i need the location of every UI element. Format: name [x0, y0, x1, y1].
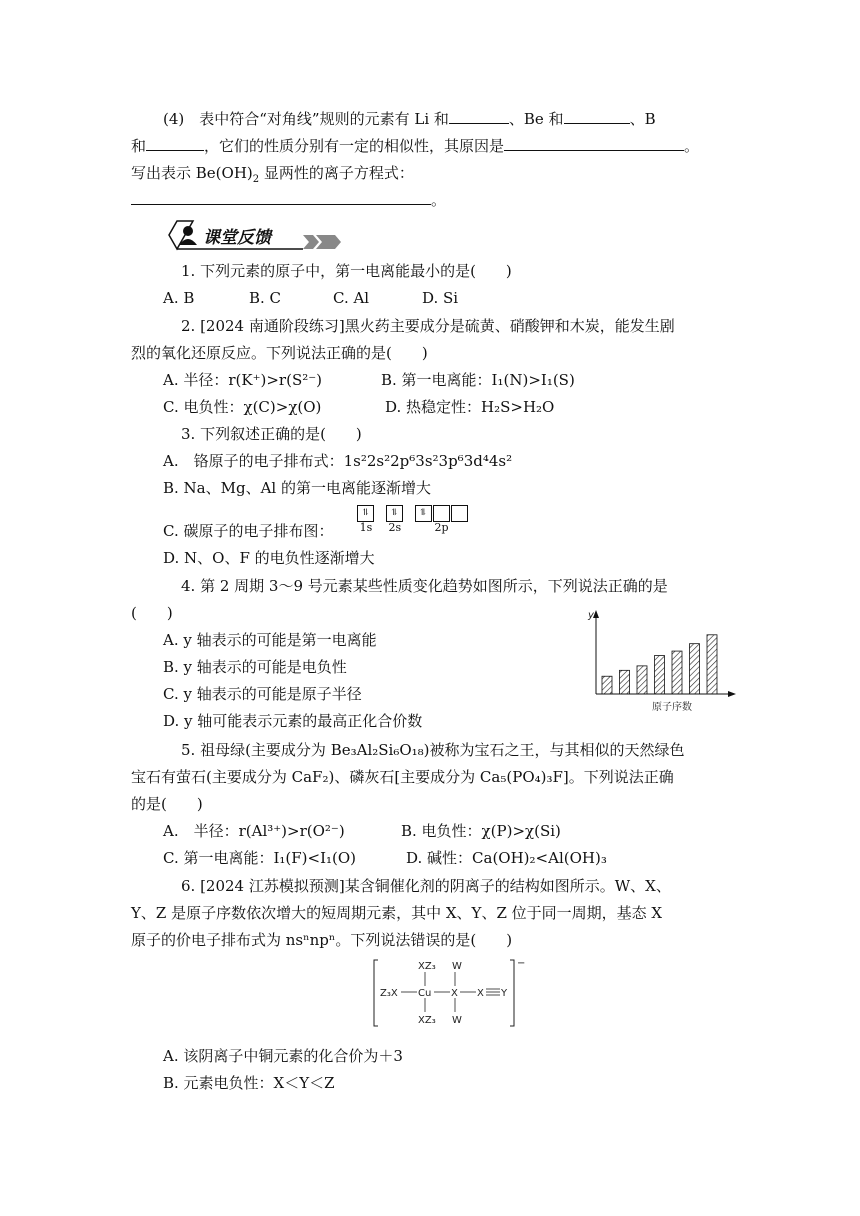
z3x-group: Z₃X: [380, 988, 398, 999]
user-icon-head: [183, 226, 193, 236]
q4-line-2: [131, 136, 699, 156]
banner-title: 课堂反馈: [203, 228, 271, 248]
orbital-label-1s: 1s: [359, 520, 373, 534]
q3-option-d[interactable]: D. N、O、F 的电负性逐渐增大: [163, 549, 375, 567]
orbital-2p: [415, 503, 469, 534]
q4-blank-2[interactable]: [564, 109, 630, 124]
q5-option-c[interactable]: C. 第一电离能：I₁(F)<I₁(O): [163, 849, 357, 867]
orbital-box-2p-3: [451, 505, 468, 522]
q5-stem-1: 5. 祖母绿(主要成分为 Be₃Al₂Si₆O₁₈)被称为宝石之王，与其相似的天然绿色: [181, 741, 685, 759]
q4b-option-c[interactable]: C. y 轴表示的可能是原子半径: [163, 685, 362, 703]
q5-option-d[interactable]: D. 碱性：Ca(OH)₂<Al(OH)₃: [406, 849, 607, 867]
trend-chart: [582, 608, 742, 718]
y-axis-label: y: [588, 610, 594, 621]
banner-chevron-1: [303, 235, 319, 249]
bar-3: [602, 676, 612, 694]
q6-stem-2: Y、Z 是原子序数依次增大的短周期元素，其中 X、Y、Z 位于同一周期，基态 X: [131, 904, 663, 922]
q5-option-b[interactable]: B. 电负性：χ(P)>χ(Si): [401, 822, 561, 840]
q4-blank-1[interactable]: [449, 109, 509, 124]
q4b-stem-1: 4. 第 2 周期 3～9 号元素某些性质变化趋势如图所示，下列说法正确的是: [181, 577, 668, 595]
chromium-configuration: 1s²2s²2p⁶3s²3p⁶3d⁴4s²: [343, 452, 513, 470]
q2-option-a[interactable]: A. 半径：r(K⁺)>r(S²⁻): [163, 371, 323, 389]
q1-stem: 1. 下列元素的原子中，第一电离能最小的是( ): [181, 262, 512, 280]
q6-option-b[interactable]: B. 元素电负性：X＜Y＜Z: [163, 1074, 335, 1092]
top-xz3: XZ₃: [418, 961, 436, 972]
q4-text-g: 写出表示 Be(OH): [131, 164, 253, 182]
section-banner: [163, 218, 343, 252]
q4-line-3: [131, 163, 414, 183]
q6-stem-1: 6. [2024 江苏模拟预测]某含铜催化剂的阴离子的结构如图所示。W、X、: [181, 877, 671, 895]
q4b-option-d[interactable]: D. y 轴可能表示元素的最高正化合价数: [163, 712, 423, 730]
q4-text-e: ，它们的性质分别有一定的相似性，其原因是: [204, 137, 505, 155]
left-bracket: [374, 960, 378, 1026]
orbital-box-2p-1: ⥮: [415, 505, 432, 522]
orbital-label-2s: 2s: [388, 520, 402, 534]
q5-option-a[interactable]: A. 半径：r(Al³⁺)>r(O²⁻): [163, 822, 345, 840]
q4-line-4: [131, 190, 446, 210]
q4-blank-4[interactable]: [504, 136, 684, 151]
q2-stem-1: 2. [2024 南通阶段练习]黑火药主要成分是硫黄、硝酸钾和木炭，能发生剧: [181, 317, 675, 335]
anion-structure: [370, 956, 530, 1030]
q4b-option-a[interactable]: A. y 轴表示的可能是第一电离能: [163, 631, 377, 649]
copper-atom: Cu: [418, 988, 432, 999]
chart-bars: [602, 635, 717, 694]
orbital-2s: [386, 503, 404, 534]
q4-text-i: 。: [431, 191, 447, 209]
orbital-1s: [357, 503, 375, 534]
x-atom-2: X: [477, 988, 484, 999]
bottom-w: W: [452, 1015, 462, 1026]
q3-option-a[interactable]: [163, 451, 512, 471]
q6-option-a[interactable]: A. 该阴离子中铜元素的化合价为＋3: [163, 1047, 403, 1065]
bar-8: [690, 644, 700, 694]
bar-7: [672, 651, 682, 694]
x-atom-1: X: [451, 988, 458, 999]
q1-option-c[interactable]: C. Al: [333, 289, 370, 307]
orbital-box-2s: ⥮: [386, 505, 403, 522]
bar-5: [637, 666, 647, 694]
q4-text-h: 显两性的离子方程式：: [259, 164, 414, 182]
q4-text-a: (4) 表中符合“对角线”规则的元素有 Li 和: [163, 110, 449, 128]
right-bracket: [510, 960, 514, 1026]
q4-sub: 2: [252, 174, 260, 185]
charge-sign: −: [517, 958, 526, 969]
q6-stem-3: 原子的价电子排布式为 nsⁿnpⁿ。下列说法错误的是( ): [131, 931, 513, 949]
q4-text-d: 和: [131, 137, 147, 155]
top-w: W: [452, 961, 462, 972]
bottom-xz3: XZ₃: [418, 1015, 436, 1026]
q3-option-a-label: A. 铬原子的电子排布式：: [163, 452, 344, 470]
orbital-box-1s: ⥮: [357, 505, 374, 522]
q1-option-b[interactable]: B. C: [249, 289, 282, 307]
orbital-label-2p: 2p: [434, 520, 449, 534]
q3-stem: 3. 下列叙述正确的是( ): [181, 425, 362, 443]
q4-blank-5[interactable]: [131, 190, 431, 205]
q1-option-a[interactable]: A. B: [163, 289, 195, 307]
q4-text-f: 。: [684, 137, 700, 155]
q4-text-c: 、B: [629, 110, 656, 128]
q3-option-b[interactable]: B. Na、Mg、Al 的第一电离能逐渐增大: [163, 479, 431, 497]
q4-blank-3[interactable]: [146, 136, 204, 151]
q5-stem-2: 宝石有萤石(主要成分为 CaF₂)、磷灰石[主要成分为 Ca₅(PO₄)₃F]。下列说法正确: [131, 768, 674, 786]
x-axis-label: 原子序数: [652, 702, 692, 713]
bar-4: [620, 670, 630, 694]
q1-option-d[interactable]: D. Si: [422, 289, 459, 307]
q4b-stem-2: ( ): [131, 604, 173, 622]
q2-option-b[interactable]: B. 第一电离能：I₁(N)>I₁(S): [381, 371, 575, 389]
q2-option-d[interactable]: D. 热稳定性：H₂S>H₂O: [385, 398, 555, 416]
q3-option-c[interactable]: C. 碳原子的电子排布图：: [163, 522, 334, 540]
bar-6: [655, 656, 665, 694]
q4-text-b: 、Be 和: [508, 110, 564, 128]
q4b-option-b[interactable]: B. y 轴表示的可能是电负性: [163, 658, 347, 676]
q2-option-c[interactable]: C. 电负性：χ(C)>χ(O): [163, 398, 322, 416]
x-axis-arrow: [728, 691, 736, 697]
bar-9: [707, 635, 717, 694]
q5-stem-3: 的是( ): [131, 795, 203, 813]
q4-line-1: [163, 109, 656, 129]
q2-stem-2: 烈的氧化还原反应。下列说法正确的是( ): [131, 344, 428, 362]
orbital-box-2p-2: [433, 505, 450, 522]
orbital-diagram: [357, 503, 475, 534]
y-atom: Y: [501, 988, 508, 999]
